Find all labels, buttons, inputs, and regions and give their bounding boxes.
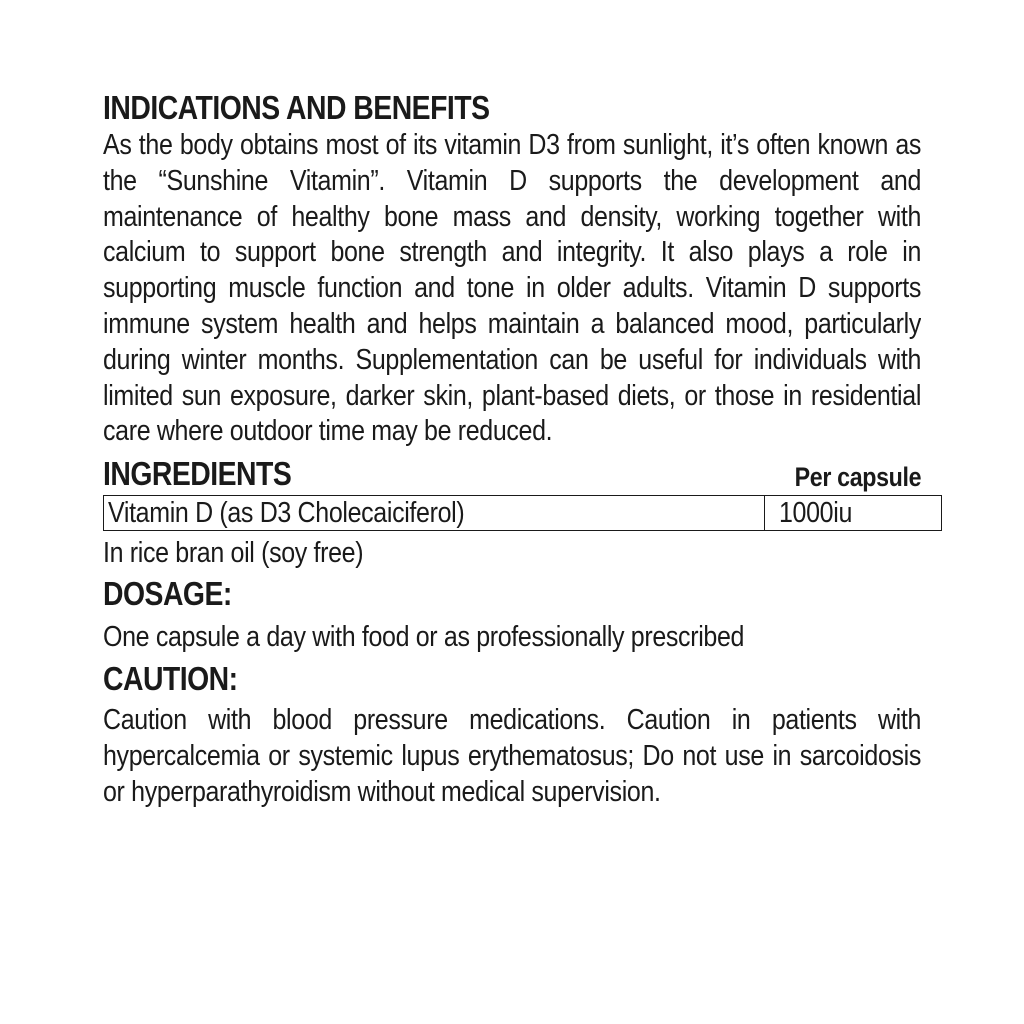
per-capsule-label: Per capsule <box>794 462 921 493</box>
label-panel <box>103 88 921 811</box>
ingredients-header-row <box>103 454 921 494</box>
ingredient-name: Vitamin D (as D3 Cholecaiciferol) <box>108 497 465 530</box>
indications-text-wrap <box>103 128 921 450</box>
ingredients-note: In rice bran oil (soy free) <box>103 537 364 570</box>
ingredient-name-cell <box>104 496 765 531</box>
dosage-text: One capsule a day with food or as professionally prescribed <box>103 621 745 654</box>
table-row <box>104 496 942 531</box>
dosage-heading: DOSAGE: <box>103 575 232 613</box>
ingredients-heading: INGREDIENTS <box>103 455 292 493</box>
ingredients-table <box>103 495 942 531</box>
dosage-section <box>103 573 921 655</box>
indications-section <box>103 88 921 450</box>
ingredients-section <box>103 454 921 571</box>
indications-text: As the body obtains most of its vitamin D3 from sunlight, it’s often known as the “Sunshine Vitamin”. Vitamin D supports the development and maintenance of healthy bone mass and density, working together with calcium to support bone strength and integrity. It also plays a role in supporting muscle function and tone in older adults. Vitamin D supports immune system health and helps maintain a balanced mood, particularly during winter months. Supplementation can be useful for individuals with limited sun exposure, darker skin, plant-based diets, or those in residential care where outdoor time may be reduced. <box>103 129 921 448</box>
ingredient-amount: 1000iu <box>779 497 853 530</box>
ingredient-amount-cell <box>765 496 942 531</box>
caution-text: Caution with blood pressure medications. Caution in patients with hypercalcemia or systemic lupus erythematosus; Do not use in sarcoidosis or hyperparathyroidism without medical supervision. <box>103 704 921 808</box>
indications-heading: INDICATIONS AND BENEFITS <box>103 89 490 126</box>
caution-text-wrap <box>103 703 921 810</box>
caution-section <box>103 657 921 810</box>
caution-heading: CAUTION: <box>103 660 238 698</box>
